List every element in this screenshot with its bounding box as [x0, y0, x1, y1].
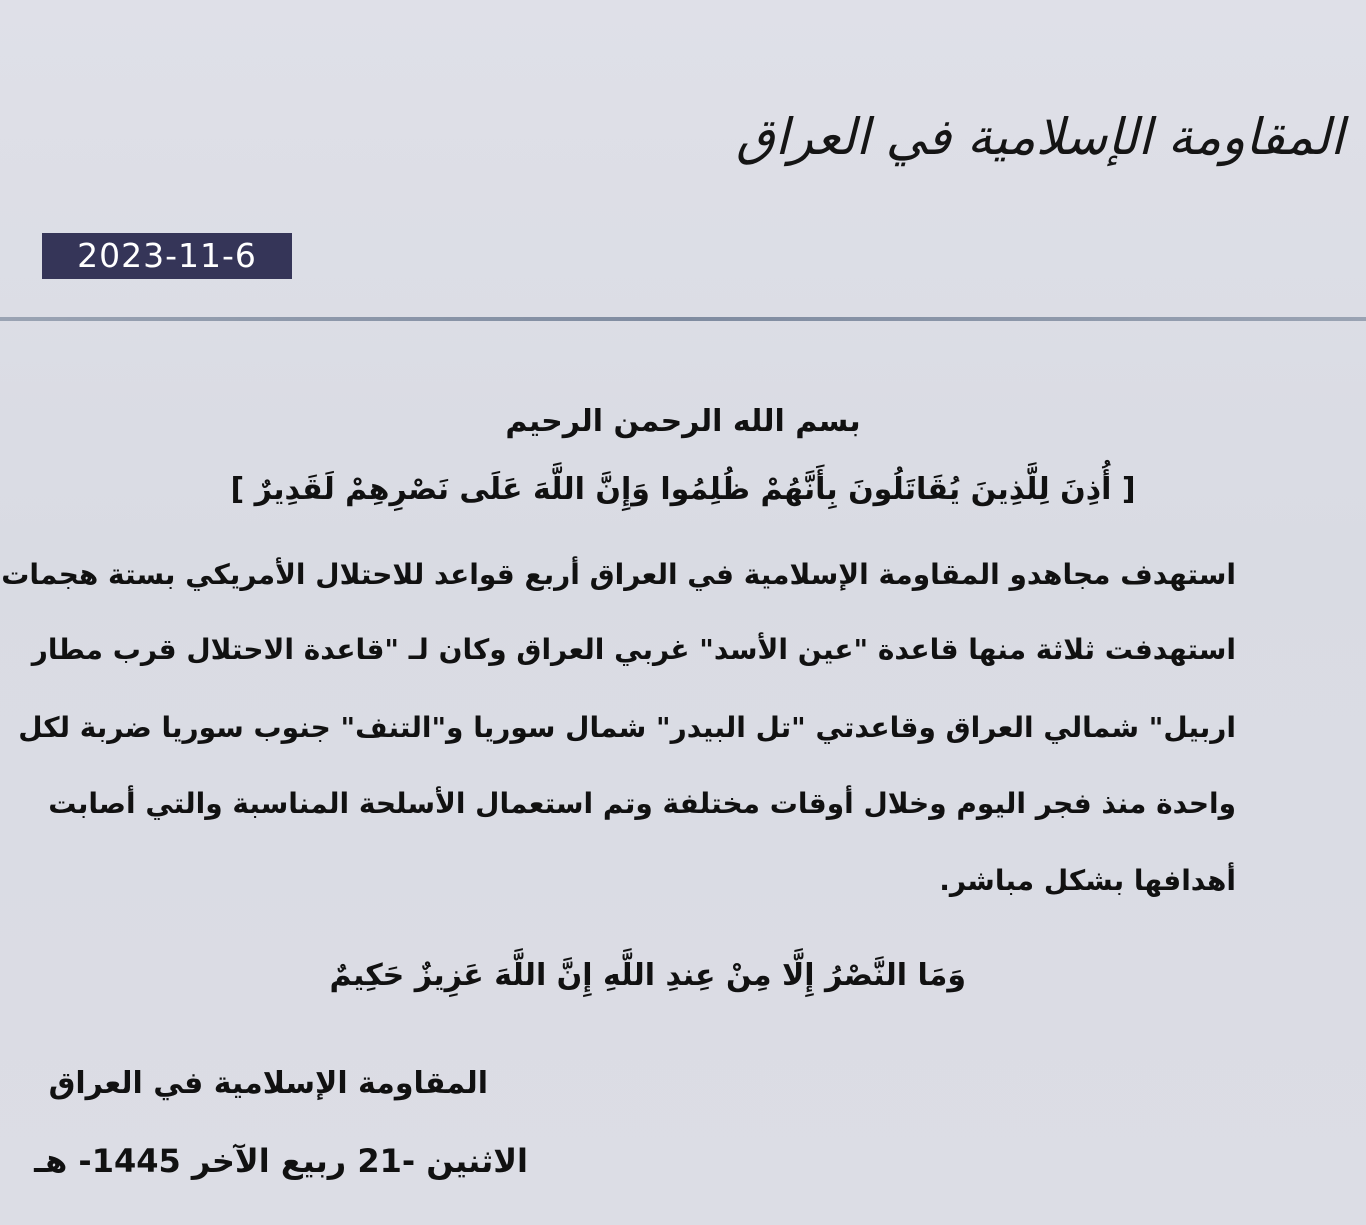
- body-line-2: استهدفت ثلاثة منها قاعدة "عين الأسد" غربي العراق وكان لـ "قاعدة الاحتلال قرب مطار: [31, 633, 1236, 666]
- date-badge: 2023-11-6: [42, 233, 292, 279]
- signature-organization: المقاومة الإسلامية في العراق: [48, 1066, 488, 1101]
- basmala: بسم الله الرحمن الرحيم: [505, 404, 861, 439]
- body-line-3: اربيل" شمالي العراق وقاعدتي "تل البيدر" شمال سوريا و"التنف" جنوب سوريا ضربة لكل: [18, 711, 1236, 744]
- body-line-5: أهدافها بشكل مباشر.: [939, 864, 1236, 897]
- opening-verse: [ أُذِنَ لِلَّذِينَ يُقَاتَلُونَ بِأَنَّهُمْ ظُلِمُوا وَإِنَّ اللَّهَ عَلَى نَصْرِهِمْ لَقَدِيرٌ ]: [230, 472, 1136, 507]
- header-divider: [0, 317, 1366, 321]
- body-line-4: واحدة منذ فجر اليوم وخلال أوقات مختلفة وتم استعمال الأسلحة المناسبة والتي أصابت: [48, 787, 1236, 820]
- organization-logo-text: المقاومة الإسلامية في العراق: [736, 108, 1344, 166]
- body-line-1: استهدف مجاهدو المقاومة الإسلامية في العراق أربع قواعد للاحتلال الأمريكي بستة هجمات: [1, 558, 1236, 591]
- signature-hijri-date: الاثنين -21 ربيع الآخر 1445- هـ: [34, 1142, 528, 1180]
- closing-verse: وَمَا النَّصْرُ إِلَّا مِنْ عِندِ اللَّهِ إِنَّ اللَّهَ عَزِيزٌ حَكِيمٌ: [329, 958, 966, 993]
